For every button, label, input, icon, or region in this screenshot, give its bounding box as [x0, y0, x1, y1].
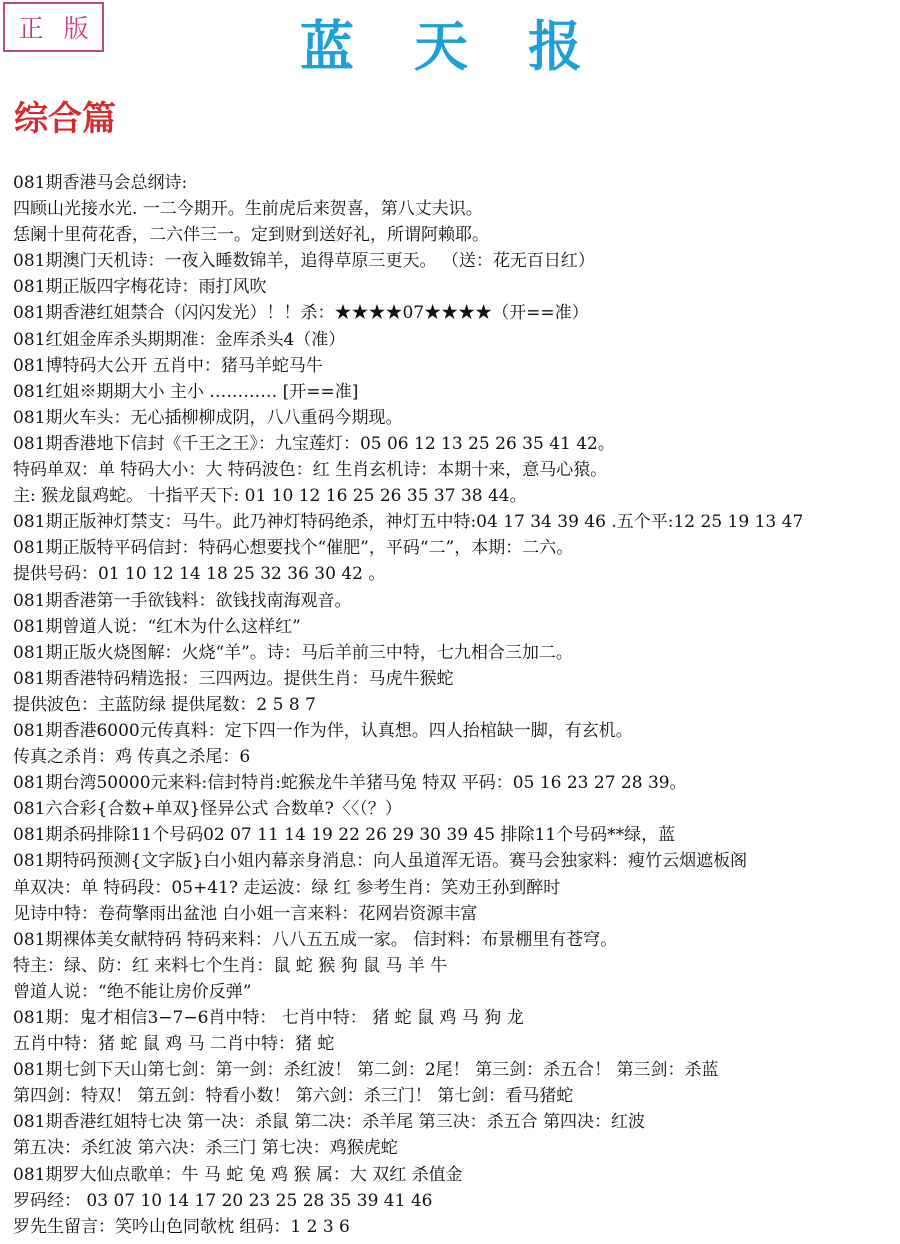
text-line: 081期澳门天机诗：一夜入睡数锦羊，追得草原三更天。 （送：花无百日红） — [13, 251, 595, 272]
text-line: 特码单双：单 特码大小：大 特码波色：红 生肖玄机诗：本期十来，意马心猿。 — [13, 460, 608, 481]
text-line: 四顾山光接水光. 一二今期开。生前虎后来贺喜，第八丈夫识。 — [13, 199, 483, 220]
text-line: 罗码经： 03 07 10 14 17 20 23 25 28 35 39 41 46 — [13, 1190, 433, 1211]
text-line: 第四剑：特双！ 第五剑：特看小数！ 第六剑：杀三门！ 第七剑：看马猪蛇 — [13, 1086, 574, 1107]
text-line: 081期香港特码精选报：三四两边。提供生肖：马虎牛猴蛇 — [13, 668, 454, 689]
page-title: 蓝天报 — [300, 15, 642, 78]
text-line: 081期香港第一手欲钱料：欲钱找南海观音。 — [13, 590, 352, 611]
text-line: 081期香港6000元传真料：定下四一作为伴，认真想。四人抬棺缺一脚，有玄机。 — [13, 720, 633, 741]
text-line: 特主：绿、防：红 来料七个生肖：鼠 蛇 猴 狗 鼠 马 羊 牛 — [13, 955, 448, 976]
text-line: 081期香港马会总纲诗: — [13, 173, 188, 193]
section-heading: 综合篇 — [14, 99, 116, 139]
text-line: 081期正版四字梅花诗：雨打风吹 — [13, 277, 267, 298]
text-line: 081红姐※期期大小 主小 ………… [开==准] — [13, 381, 359, 402]
text-line: 单双决：单 特码段：05+41? 走运波：绿 红 参考生肖：笑劝王孙到醉时 — [13, 877, 561, 898]
text-line: 提供号码：01 10 12 14 18 25 32 36 30 42 。 — [13, 564, 386, 585]
text-line: 081期正版神灯禁支：马牛。此乃神灯特码绝杀，神灯五中特:04 17 34 39 46 .五个平:12 25 19 13 47 — [13, 512, 804, 533]
text-line: 081期杀码排除11个号码02 07 11 14 19 22 26 29 30 39 45 排除11个号码**绿，蓝 — [13, 825, 676, 846]
text-line: 081期香港地下信封《千王之王》：九宝莲灯：05 06 12 13 25 26 35 41 42。 — [13, 433, 615, 454]
text-line: 五肖中特：猪 蛇 鼠 鸡 马 二肖中特：猪 蛇 — [13, 1034, 335, 1055]
text-line: 081六合彩{合数+单双}怪异公式 合数单?〈〈（？） — [13, 799, 402, 820]
text-line: 见诗中特：卷荷擎雨出盆池 白小姐一言来料：花网岩资源丰富 — [13, 903, 478, 924]
text-line: 081期裸体美女献特码 特码来料：八八五五成一家。 信封料：布景棚里有苍穹。 — [13, 929, 618, 950]
text-line: 曾道人说：“绝不能让房价反弹” — [13, 981, 252, 1002]
text-line: 081期香港红姐禁合（闪闪发光）！！杀：★★★★07★★★★（开==准） — [13, 303, 589, 324]
text-line: 081期火车头：无心插柳柳成阴，八八重码今期现。 — [13, 407, 403, 428]
text-line: 081期正版特平码信封：特码心想要找个“催肥”，平码“二”，本期：二六。 — [13, 538, 574, 559]
text-line: 第五决：杀红波 第六决：杀三门 第七决：鸡猴虎蛇 — [13, 1138, 398, 1159]
text-line: 081期七剑下天山第七剑：第一剑：杀红波！ 第二剑：2尾！ 第三剑：杀五合！ 第三剑：杀蓝 — [13, 1060, 719, 1081]
text-line: 081期曾道人说：“红木为什么这样红” — [13, 616, 301, 637]
text-line: 主: 猴龙鼠鸡蛇。 十指平天下: 01 10 12 16 25 26 35 37 38 44。 — [13, 486, 527, 507]
badge-text: 正版 — [18, 14, 109, 43]
text-line: 罗先生留言：笑吟山色同欹枕 组码：1 2 3 6 — [13, 1216, 350, 1237]
text-line: 081期香港红姐特七决 第一决：杀鼠 第二决：杀羊尾 第三决：杀五合 第四决：红波 — [13, 1112, 646, 1133]
text-line: 081红姐金库杀头期期准：金库杀头4（准） — [13, 329, 346, 350]
text-line: 081期罗大仙点歌单：牛 马 蛇 兔 鸡 猴 属：大 双红 杀值金 — [13, 1164, 463, 1185]
text-line: 081期正版火烧图解：火烧“羊”。诗：马后羊前三中特，七九相合三加二。 — [13, 642, 573, 663]
text-line: 081博特码大公开 五肖中：猪马羊蛇马牛 — [13, 355, 323, 376]
text-line: 081期特码预测{文字版}白小姐内幕亲身消息：向人虽道浑无语。赛马会独家料：瘦竹云烟遮板阁 — [13, 851, 748, 872]
text-line: 恁阑十里荷花香，二六伴三一。定到财到送好礼，所谓阿赖耶。 — [13, 225, 489, 246]
text-line: 081期台湾50000元来料:信封特肖:蛇猴龙牛羊猪马兔 特双 平码：05 16 23 27 28 39。 — [13, 773, 687, 794]
text-line: 提供波色：主蓝防绿 提供尾数：2 5 8 7 — [13, 694, 316, 715]
zhengban-badge — [3, 2, 109, 52]
text-line: 081期：鬼才相信3−7−6肖中特： 七肖中特： 猪 蛇 鼠 鸡 马 狗 龙 — [13, 1008, 524, 1028]
text-line: 传真之杀肖：鸡 传真之杀尾：6 — [13, 747, 251, 768]
content-lines — [13, 170, 897, 1240]
